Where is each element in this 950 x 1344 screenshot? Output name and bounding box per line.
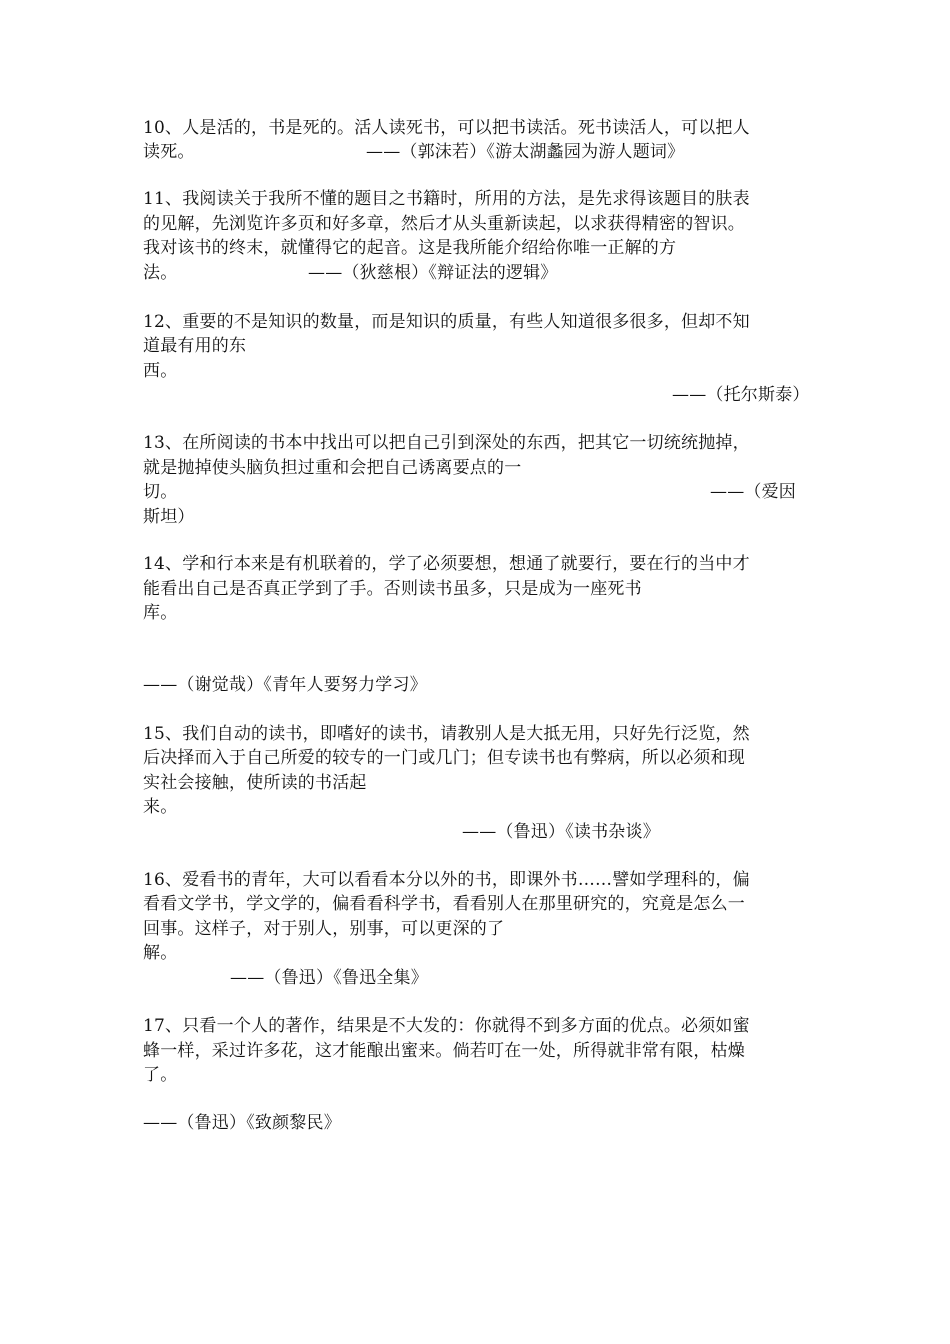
quote-line: 库。 (143, 603, 178, 623)
quote-line: 看看文学书，学文学的，偏看看科学书，看看别人在那里研究的，究竟是怎么一 (143, 894, 745, 914)
quote-line: 后决择而入于自己所爱的较专的一门或几门；但专读书也有弊病，所以必须和现 (143, 748, 745, 768)
quote-attribution: ——（鲁迅）《读书杂谈》 (462, 822, 660, 842)
quote-line: 法。 (143, 263, 178, 283)
quote-line: 西。 (143, 361, 178, 381)
quote-line: 道最有用的东 (143, 336, 247, 356)
quote-line: 能看出自己是否真正学到了手。否则读书虽多，只是成为一座死书 (143, 579, 642, 599)
quote-attribution: ——（狄慈根）《辩证法的逻辑》 (308, 263, 558, 283)
quote-line: 了。 (143, 1065, 178, 1085)
quote-line: 12、重要的不是知识的数量，而是知识的质量，有些人知道很多很多，但却不知 (143, 312, 750, 332)
quote-line: 读死。 (143, 142, 195, 162)
quote-line: 10、人是活的，书是死的。活人读死书，可以把书读活。死书读活人，可以把人 (143, 118, 750, 138)
quote-line: 16、爱看书的青年，大可以看看本分以外的书，即课外书……譬如学理科的，偏 (143, 870, 750, 890)
quote-line: 的见解，先浏览许多页和好多章，然后才从头重新读起，以求获得精密的智识。 (143, 214, 745, 234)
quote-line: 17、只看一个人的著作，结果是不大发的：你就得不到多方面的优点。必须如蜜 (143, 1016, 750, 1036)
quote-line: 14、学和行本来是有机联着的，学了必须要想，想通了就要行，要在行的当中才 (143, 554, 750, 574)
quote-attribution: ——（谢觉哉）《青年人要努力学习》 (143, 675, 427, 695)
quote-line: 就是抛掉使头脑负担过重和会把自己诱离要点的一 (143, 458, 522, 478)
quote-attribution: ——（郭沫若）《游太湖蠡园为游人题词》 (366, 142, 685, 162)
quote-attribution: ——（爱因 (710, 482, 796, 502)
quote-line: 13、在所阅读的书本中找出可以把自己引到深处的东西，把其它一切统统抛掉， (143, 433, 750, 453)
quote-attribution: ——（鲁迅）《鲁迅全集》 (230, 968, 428, 988)
quote-line: 解。 (143, 943, 178, 963)
quote-line: 15、我们自动的读书，即嗜好的读书，请教别人是大抵无用，只好先行泛览，然 (143, 724, 750, 744)
quote-line: 蜂一样，采过许多花，这才能酿出蜜来。倘若叮在一处，所得就非常有限，枯燥 (143, 1041, 745, 1061)
quote-line: 11、我阅读关于我所不懂的题目之书籍时，所用的方法，是先求得该题目的肤表 (143, 189, 750, 209)
quote-line: 我对该书的终末，就懂得它的起音。这是我所能介绍给你唯一正解的方 (143, 238, 677, 258)
quote-attribution: 斯坦） (143, 507, 195, 527)
quote-attribution: ——（托尔斯泰） (672, 385, 810, 405)
quote-line: 切。 (143, 482, 178, 502)
quote-line: 来。 (143, 797, 178, 817)
quote-line: 回事。这样子，对于别人，别事，可以更深的了 (143, 919, 505, 939)
quote-attribution: ——（鲁迅）《致颜黎民》 (143, 1113, 341, 1133)
quote-line: 实社会接触，使所读的书活起 (143, 773, 367, 793)
